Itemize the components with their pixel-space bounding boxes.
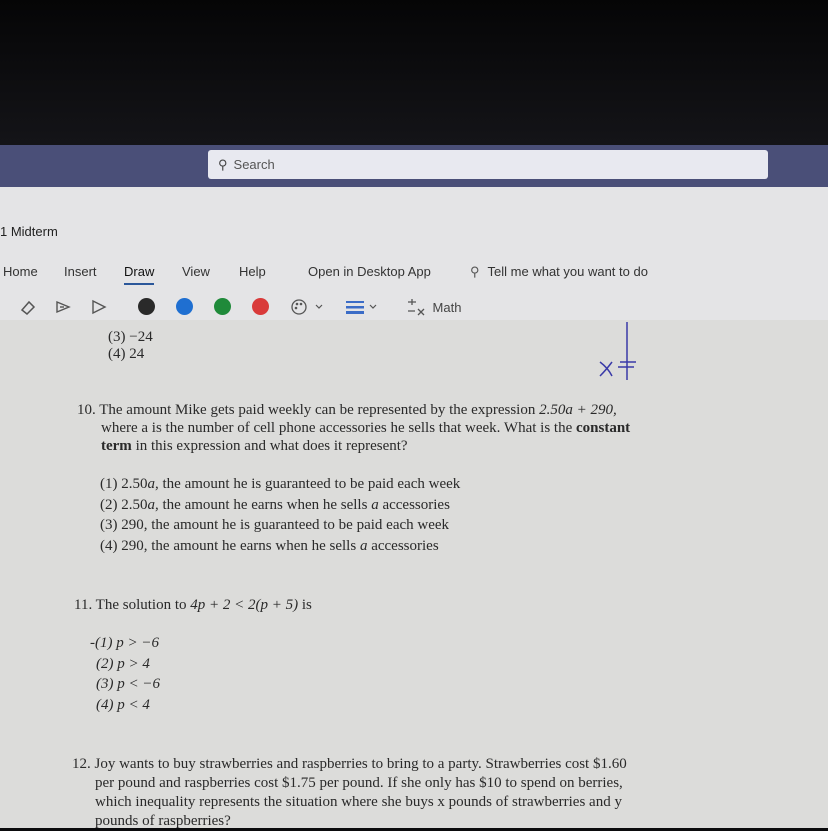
choice-text: , the amount he is guaranteed to be paid each week	[155, 476, 461, 492]
q10-expression: 2.50a + 290,	[539, 402, 617, 418]
tell-me-box[interactable]	[470, 264, 648, 280]
question-12-line-3: which inequality represents the situation where she buys x pounds of strawberries and y	[95, 794, 622, 810]
lightbulb-icon: ⚲	[470, 264, 480, 279]
q11-text-end: is	[298, 597, 312, 613]
question-10-line-3	[101, 436, 408, 456]
q10-bold-constant: constant	[575, 420, 631, 436]
tab-view[interactable]: View	[182, 264, 210, 279]
question-12-line-4: pounds of raspberries?	[95, 813, 231, 829]
q10-text: 10. The amount Mike gets paid weekly can be represented by the expression	[77, 402, 540, 418]
screen-bezel	[0, 0, 828, 145]
draw-toolbar	[0, 292, 828, 322]
document-title[interactable]: 1 Midterm	[0, 224, 58, 239]
prev-choice-3: (3) −24	[108, 329, 153, 345]
choice-text: (3) 290, the amount he is guaranteed to be paid each week	[100, 517, 450, 533]
q11-choice-2[interactable]: (2) p > 4	[96, 655, 150, 672]
question-12-line-2: per pound and raspberries cost $1.75 per pound. If she only has $10 to spend on berries,	[95, 775, 623, 791]
question-10-line-1	[77, 400, 617, 420]
q11-choice-4[interactable]: (4) p < 4	[96, 696, 150, 713]
lasso-select-icon[interactable]	[52, 296, 74, 318]
eraser-icon[interactable]	[16, 296, 40, 318]
stroke-width-dropdown[interactable]	[344, 296, 384, 318]
tab-insert[interactable]: Insert	[64, 264, 97, 279]
choice-text: accessories	[378, 496, 450, 513]
handwritten-annotation	[590, 307, 650, 380]
search-icon: ⚲	[218, 156, 228, 172]
q10-text-2: where a is the number of cell phone accessories he sells that week. What is the	[101, 420, 576, 436]
open-desktop-app-button[interactable]: Open in Desktop App	[308, 264, 431, 279]
svg-text:x≠: x≠	[590, 307, 607, 324]
tab-draw[interactable]: Draw	[124, 264, 155, 279]
choice-text: (4) 290, the amount he earns when he sells	[100, 537, 360, 554]
choice-var: a	[359, 537, 368, 554]
choice-text: (2) 2.50	[100, 496, 148, 513]
choice-text: accessories	[367, 537, 439, 554]
math-icon	[405, 298, 427, 316]
q10-choice-3[interactable]	[100, 515, 460, 536]
choice-var: a	[147, 496, 155, 513]
question-10-line-2	[101, 418, 630, 438]
ink-to-shape-icon[interactable]	[88, 296, 110, 318]
tell-me-label: Tell me what you want to do	[487, 264, 648, 279]
q10-choice-2[interactable]	[100, 495, 460, 516]
choice-text: (1) 2.50	[100, 476, 148, 492]
prev-choice-4: (4) 24	[108, 346, 145, 362]
search-box[interactable]	[208, 150, 768, 179]
ribbon-tabs	[0, 256, 828, 286]
math-button[interactable]	[398, 296, 468, 318]
math-label: Math	[432, 299, 462, 315]
blue-pen-button[interactable]	[176, 298, 193, 315]
q10-bold-term: term	[101, 438, 132, 454]
red-pen-button[interactable]	[252, 298, 269, 315]
choice-text: , the amount he earns when he sells	[155, 496, 372, 513]
question-11-prompt	[74, 595, 312, 615]
green-pen-button[interactable]	[214, 298, 231, 315]
choice-var: a	[371, 496, 379, 513]
black-pen-button[interactable]	[138, 298, 155, 315]
q11-expression: 4p + 2 < 2(p + 5)	[190, 597, 299, 613]
q10-choice-4[interactable]	[100, 536, 460, 557]
previous-question-choices	[108, 329, 153, 363]
question-11-choices	[90, 633, 160, 715]
q11-choice-3[interactable]: (3) p < −6	[96, 676, 160, 692]
tab-home[interactable]: Home	[3, 264, 38, 279]
q11-text: 11. The solution to	[74, 597, 191, 613]
q11-choice-1[interactable]: -(1) p > −6	[90, 635, 159, 651]
question-12-line-1: 12. Joy wants to buy strawberries and raspberries to bring to a party. Strawberries cost $1.60	[72, 756, 627, 772]
tab-help[interactable]: Help	[239, 264, 266, 279]
choice-var: a	[147, 476, 155, 492]
color-palette-dropdown[interactable]	[288, 296, 328, 318]
question-10-choices	[100, 474, 460, 556]
q10-text-3: in this expression and what does it represent?	[131, 438, 408, 454]
q10-choice-1[interactable]	[100, 474, 460, 495]
search-label: Search	[233, 157, 275, 172]
